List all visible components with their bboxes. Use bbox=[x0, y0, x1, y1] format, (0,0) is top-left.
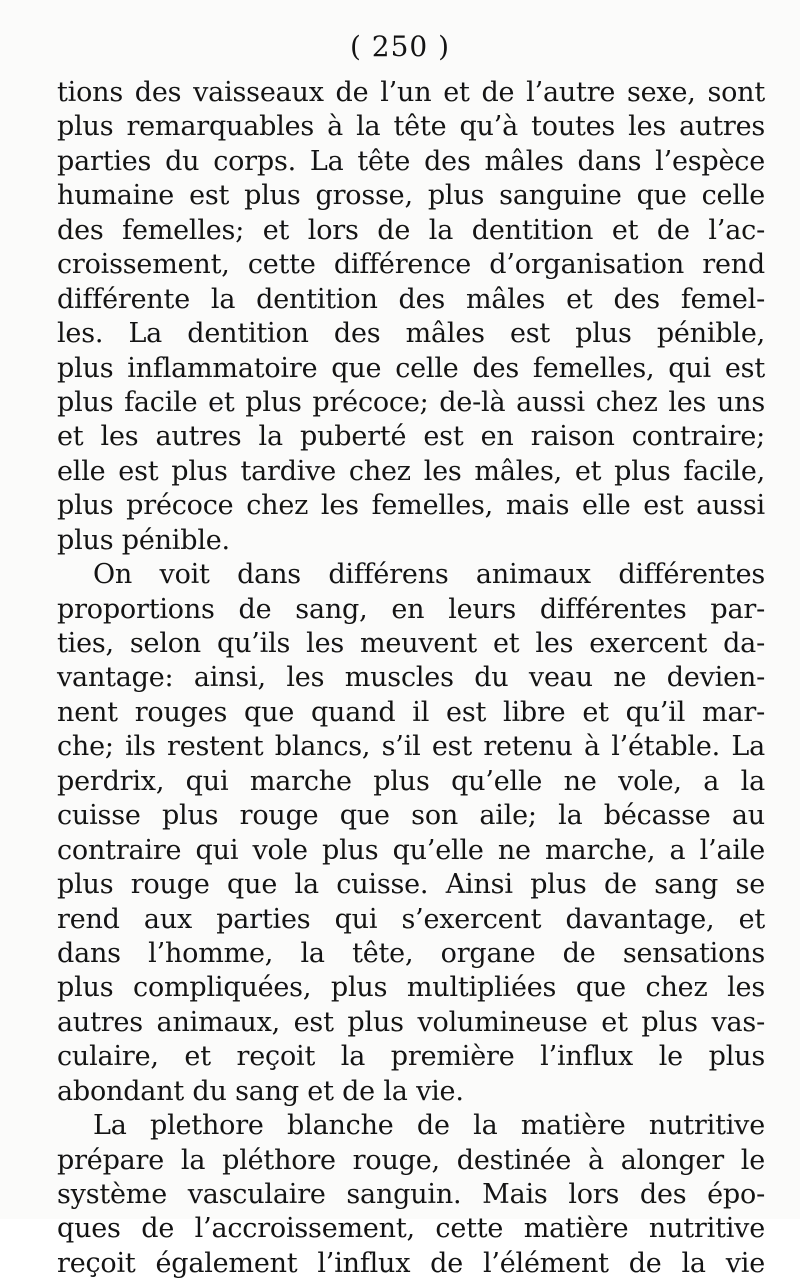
text-line: des femelles; et lors de la dentition et de l’ac- bbox=[57, 214, 765, 246]
text-line: ties, selon qu’ils les meuvent et les exercent da- bbox=[57, 628, 765, 659]
text-line: vantage: ainsi, les muscles du veau ne devien- bbox=[57, 662, 765, 694]
text-line: parties du corps. La tête des mâles dans l’espèce bbox=[57, 145, 765, 177]
text-line: croissement, cette différence d’organisation rend bbox=[57, 249, 765, 281]
text-line: rend aux parties qui s’exercent davantage, et bbox=[57, 903, 765, 935]
text-line: dans l’homme, la tête, organe de sensations bbox=[57, 937, 765, 969]
text-line: On voit dans différens animaux différentes bbox=[93, 559, 765, 591]
text-line: différente la dentition des mâles et des femel- bbox=[57, 283, 765, 315]
text-line: nent rouges que quand il est libre et qu’il mar- bbox=[57, 696, 765, 728]
text-line: plus inflammatoire que celle des femelles, qui est bbox=[57, 352, 765, 384]
text-line: abondant du sang et de la vie. bbox=[57, 1075, 464, 1107]
text-line: système vasculaire sanguin. Mais lors des épo- bbox=[57, 1179, 765, 1210]
page-number: ( 250 ) bbox=[349, 30, 451, 63]
text-line: prépare la pléthore rouge, destinée à alonger le bbox=[57, 1144, 765, 1176]
text-line: reçoit également l’influx de l’élément de la vie bbox=[57, 1247, 765, 1279]
text-line: cuisse plus rouge que son aile; la bécasse au bbox=[57, 800, 765, 832]
text-line: tions des vaisseaux de l’un et de l’autre sexe, sont bbox=[57, 77, 765, 108]
text-line: culaire, et reçoit la première l’influx le plus bbox=[57, 1041, 765, 1073]
text-line: les. La dentition des mâles est plus pénible, bbox=[57, 318, 765, 350]
text-line: plus pénible. bbox=[57, 524, 230, 556]
text-line: contraire qui vole plus qu’elle ne marche, a l’aile bbox=[57, 834, 765, 866]
text-line: plus facile et plus précoce; de-là aussi chez les uns bbox=[57, 386, 765, 418]
text-line: ques de l’accroissement, cette matière nutritive bbox=[57, 1213, 765, 1245]
text-line: plus remarquables à la tête qu’à toutes les autres bbox=[57, 111, 765, 143]
text-line: plus précoce chez les femelles, mais elle est aussi bbox=[57, 490, 765, 522]
text-line: perdrix, qui marche plus qu’elle ne vole, a la bbox=[57, 765, 765, 797]
text-line: et les autres la puberté est en raison contraire; bbox=[57, 421, 765, 453]
text-line: elle est plus tardive chez les mâles, et plus facile, bbox=[57, 455, 765, 487]
body-text bbox=[57, 76, 765, 1281]
text-line: autres animaux, est plus volumineuse et plus vas- bbox=[57, 1006, 765, 1038]
text-line: plus compliquées, plus multipliées que chez les bbox=[57, 972, 765, 1004]
text-line: humaine est plus grosse, plus sanguine que celle bbox=[57, 180, 765, 212]
text-line: plus rouge que la cuisse. Ainsi plus de sang se bbox=[57, 869, 765, 901]
text-line: che; ils restent blancs, s’il est retenu à l’étable. La bbox=[57, 731, 765, 763]
text-line: proportions de sang, en leurs différentes par- bbox=[57, 593, 765, 625]
text-line: La plethore blanche de la matière nutritive bbox=[93, 1110, 765, 1142]
